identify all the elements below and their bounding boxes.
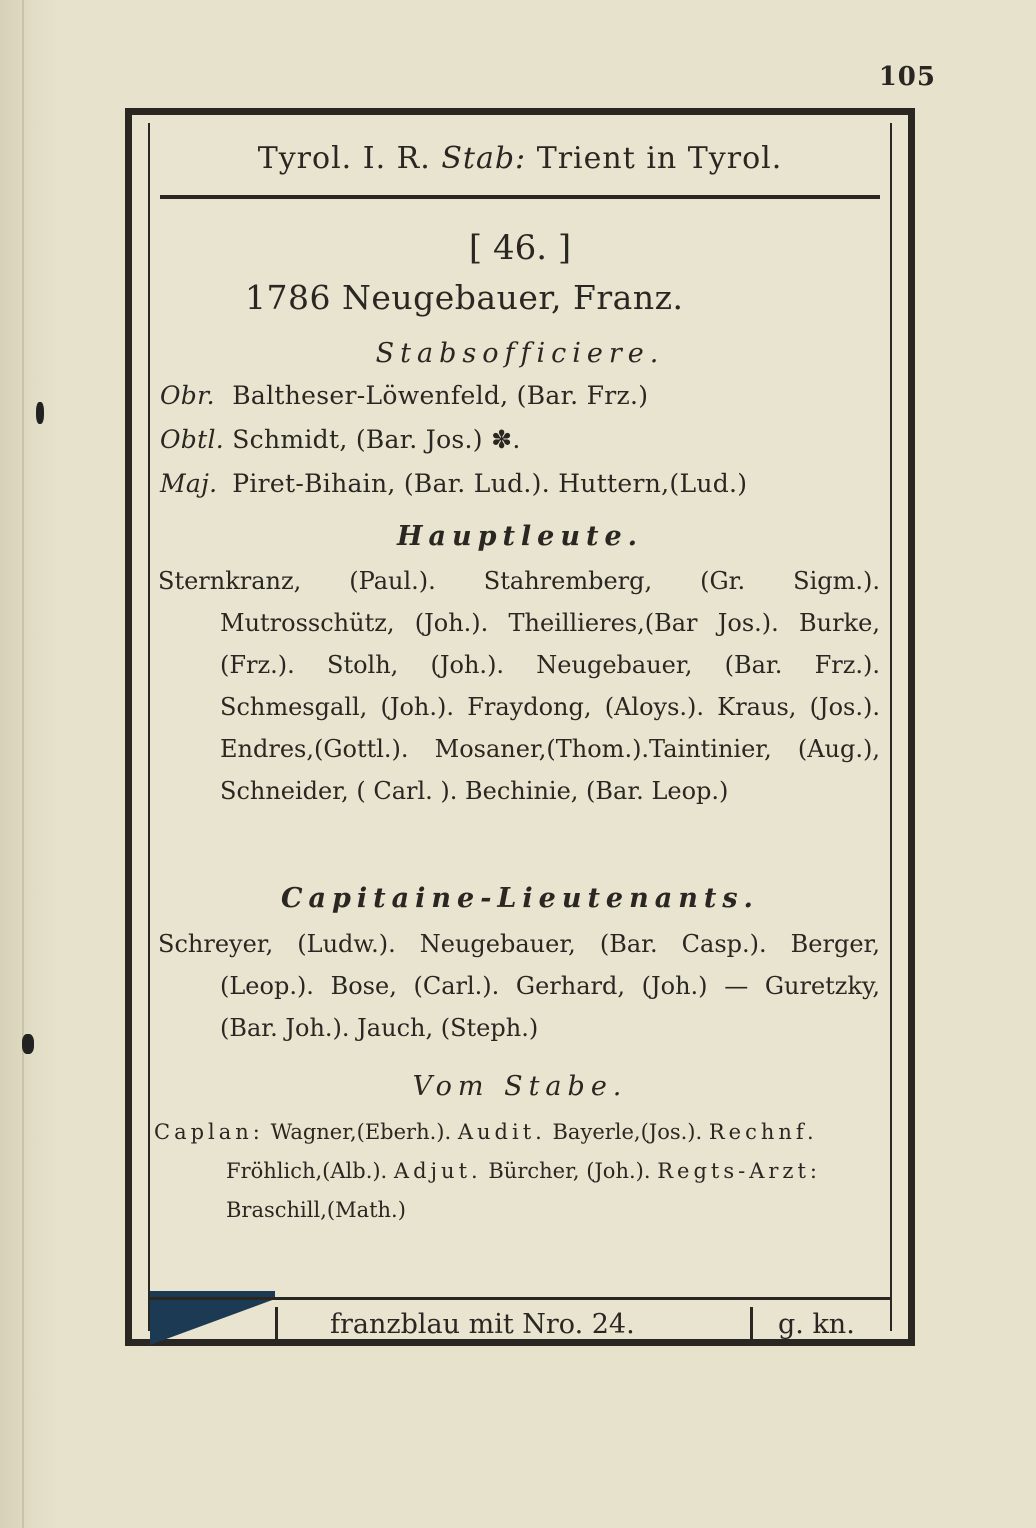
section-title-vom-stabe: Vom Stabe.	[412, 1071, 628, 1102]
ink-blot	[36, 402, 44, 424]
rechnf-name: Fröhlich,(Alb.).	[226, 1159, 388, 1183]
footer-rule	[150, 1297, 890, 1300]
arzt-label: Regts-Arzt:	[657, 1159, 821, 1183]
page-number: 105	[878, 62, 936, 92]
hauptleute-list	[158, 560, 880, 812]
header-stab: Stab:	[441, 141, 527, 176]
adjut-name: Bürcher,	[488, 1159, 580, 1183]
staff-officer-row	[160, 381, 648, 410]
capitaine-lieutenants-text: Schreyer, (Ludw.). Neugebauer, (Bar. Casp.). Berger, (Leop.). Bose, (Carl.). Gerhard, (Joh.) — Guretzky, (Bar. Joh.). Jauch, (Steph.)	[158, 930, 880, 1042]
regiment-number: [ 46. ]	[468, 228, 572, 268]
header-location: Trient in Tyrol.	[536, 141, 783, 176]
officer-names: Schmidt, (Bar. Jos.) ✽.	[232, 425, 521, 454]
capitaine-lieutenants-list	[158, 923, 880, 1049]
adjut-label: Adjut.	[393, 1159, 482, 1183]
regiment-entry-frame	[125, 108, 915, 1346]
ink-blot	[22, 1034, 34, 1054]
entry-header	[150, 141, 890, 176]
hauptleute-text: Sternkranz, (Paul.). Stahremberg, (Gr. Sigm.). Mutrosschütz, (Joh.). Theillieres,(Bar Jos.). Burke, (Frz.). Stolh, (Joh.). Neugebauer, (Bar. Frz.). Schmesgall, (Joh.). Fraydong, (Aloys.). Kraus, (Jos.). Endres,(Gottl.). Mosaner,(Thom.).Taintinier, (Aug.), Schneider, ( Carl. ). Bechinie, (Bar. Leop.)	[158, 567, 880, 805]
regiment-owner: 1786 Neugebauer, Franz.	[245, 278, 684, 317]
officer-names: Baltheser-Löwenfeld, (Bar. Frz.)	[232, 381, 649, 410]
vom-stabe-text	[154, 1113, 880, 1230]
facings-text: franzblau mit Nro. 24.	[330, 1309, 635, 1340]
audit-label: Audit.	[457, 1120, 546, 1144]
rank-label: Maj.	[160, 469, 218, 498]
section-title-stabsofficiere: Stabsofficiere.	[375, 338, 665, 369]
staff-officer-row	[160, 469, 747, 498]
header-rule	[160, 195, 880, 199]
header-prefix: Tyrol. I. R.	[257, 141, 431, 176]
vom-stabe-list	[154, 1113, 880, 1230]
gutter-fold	[22, 0, 24, 1528]
rank-label: Obr.	[160, 381, 215, 410]
caplan-label: Caplan:	[154, 1120, 264, 1144]
rank-label: Obtl.	[160, 425, 224, 454]
section-title-capitaine-lieutenants: Capitaine-Lieutenants.	[281, 883, 759, 914]
officer-names: Piret-Bihain, (Bar. Lud.). Huttern,(Lud.)	[232, 469, 748, 498]
audit-name: Bayerle,(Jos.).	[552, 1120, 703, 1144]
caplan-name: Wagner,(Eberh.).	[270, 1120, 452, 1144]
buttons-text: g. kn.	[778, 1309, 855, 1340]
rechnf-label: Rechnf.	[708, 1120, 818, 1144]
frame-inner	[148, 123, 892, 1340]
footer-divider	[275, 1307, 278, 1343]
book-gutter	[0, 0, 60, 1528]
adjut-name-cont: (Joh.).	[586, 1159, 651, 1183]
staff-officer-row	[160, 425, 521, 454]
arzt-name: Braschill,(Math.)	[226, 1198, 406, 1222]
section-title-hauptleute: Hauptleute.	[396, 521, 644, 552]
footer-divider	[750, 1307, 753, 1343]
